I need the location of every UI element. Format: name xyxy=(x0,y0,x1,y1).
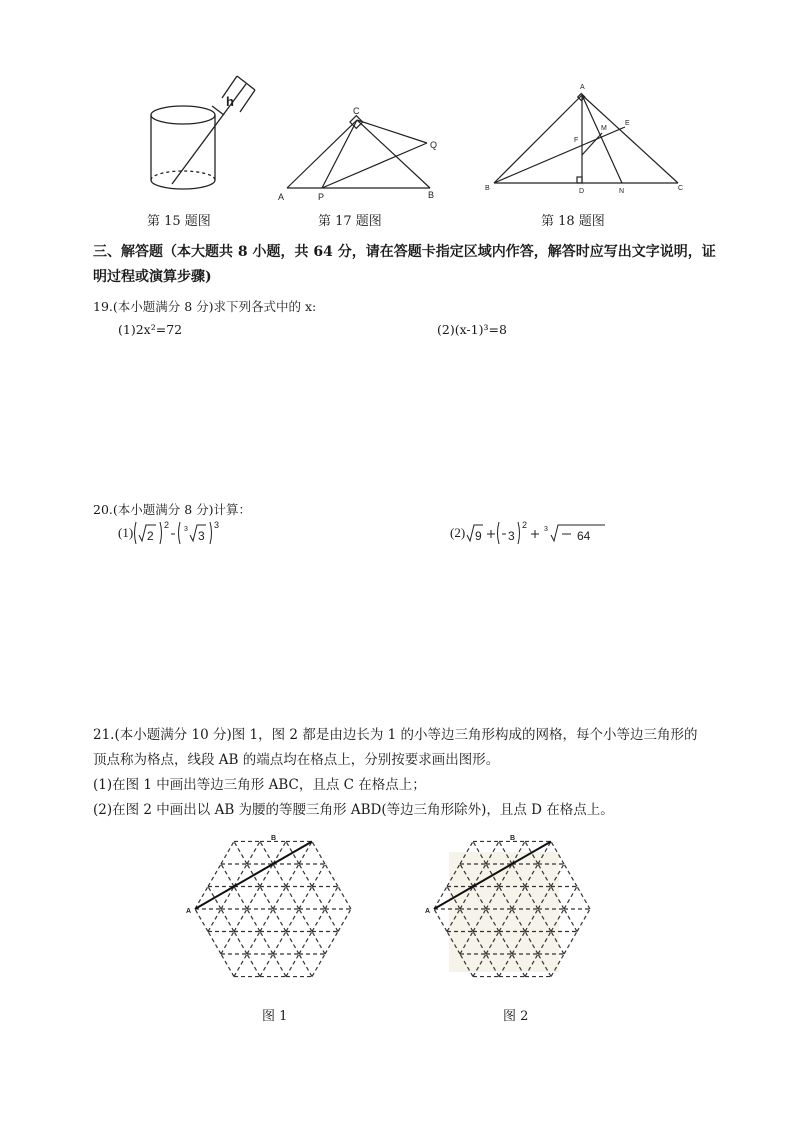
grid-line xyxy=(564,864,577,887)
fig17-label-P: P xyxy=(318,192,325,202)
grid-line xyxy=(247,932,260,955)
grid-line xyxy=(312,932,325,955)
grid-line xyxy=(234,954,247,977)
grid-line xyxy=(273,864,286,887)
fig18-label-E: E xyxy=(625,120,630,127)
q21-text xyxy=(93,723,698,823)
grid-figure-1 xyxy=(185,832,360,1002)
fig18-label-B: B xyxy=(485,185,490,192)
q19-part2: (2)(x-1)³=8 xyxy=(437,322,507,337)
q20-part1 xyxy=(118,520,233,546)
grid-line xyxy=(286,864,299,887)
grid-line xyxy=(577,886,590,909)
svg-text:9: 9 xyxy=(475,529,482,543)
grid-line xyxy=(299,909,312,932)
section-3-heading xyxy=(93,240,733,290)
grid-line xyxy=(286,909,299,932)
grid-line xyxy=(221,932,234,955)
grid-line xyxy=(247,909,260,932)
grid-line xyxy=(221,864,234,887)
grid-line xyxy=(208,932,221,955)
grid-line xyxy=(286,886,299,909)
grid-line xyxy=(260,909,273,932)
q20-part2-prefix: (2) xyxy=(450,525,466,540)
grid-line xyxy=(234,909,247,932)
q19-part1: (1)2x²=72 xyxy=(118,322,183,337)
fig18-label-N: N xyxy=(619,188,625,195)
grid-line xyxy=(221,954,234,977)
grid-line xyxy=(247,886,260,909)
grid-line xyxy=(338,909,351,932)
q20-part1-prefix: (1) xyxy=(118,525,134,540)
grid-line xyxy=(208,864,221,887)
grid-line xyxy=(299,954,312,977)
grid-line xyxy=(434,909,447,932)
fig18-label-M: M xyxy=(601,125,607,132)
q20-stem: 20.(本小题满分 8 分)计算： xyxy=(93,502,252,517)
q21-line1: 21.(本小题满分 10 分)图 1，图 2 都是由边长为 1 的小等边三角形构成的网格，每个小等边三角形的 xyxy=(93,727,698,743)
fig17-label-Q: Q xyxy=(430,140,438,150)
fig18-label-C: C xyxy=(678,185,684,192)
grid-line xyxy=(208,909,221,932)
svg-text:2: 2 xyxy=(164,520,170,530)
grid2-label-A: A xyxy=(425,908,431,915)
grid-line xyxy=(234,932,247,955)
svg-text:3: 3 xyxy=(184,526,189,533)
grid-line xyxy=(286,932,299,955)
grid-line xyxy=(325,886,338,909)
grid-line xyxy=(564,909,577,932)
grid-line xyxy=(312,909,325,932)
fig17-label-C: C xyxy=(353,106,360,116)
grid-line xyxy=(312,954,325,977)
segment-AB xyxy=(195,841,312,909)
q20-part1-expression xyxy=(133,520,233,546)
grid-line xyxy=(564,932,577,955)
svg-text:64: 64 xyxy=(577,529,591,543)
q21-line2: 顶点称为格点，线段 AB 的端点均在格点上，分别按要求画出图形。 xyxy=(93,752,500,768)
grid-line xyxy=(260,841,273,864)
fig17-caption: 第 17 题图 xyxy=(318,214,382,229)
grid-line xyxy=(195,909,208,932)
grid-line xyxy=(247,954,260,977)
svg-text:3: 3 xyxy=(544,526,549,533)
grid-line xyxy=(564,886,577,909)
figure-17 xyxy=(275,100,450,205)
grid1-label-A: A xyxy=(186,908,192,915)
grid-line xyxy=(260,932,273,955)
grid-line xyxy=(221,909,234,932)
q21-line4: (2)在图 2 中画出以 AB 为腰的等腰三角形 ABD(等边三角形除外)，且点 D 在格点上。 xyxy=(93,802,614,818)
q20-part2 xyxy=(450,520,615,546)
grid1-label-B: B xyxy=(271,835,277,842)
grid-line xyxy=(273,932,286,955)
grid-line xyxy=(221,841,234,864)
grid-line xyxy=(286,954,299,977)
grid-line xyxy=(247,841,260,864)
section-3-heading-line2: 明过程或演算步骤) xyxy=(93,269,212,285)
fig17-label-B: B xyxy=(428,190,435,200)
grid-figure-2 xyxy=(424,832,599,1002)
grid1-caption: 图 1 xyxy=(262,1009,288,1024)
svg-text:3: 3 xyxy=(198,529,205,543)
grid-line xyxy=(260,886,273,909)
fig18-label-A: A xyxy=(580,84,585,91)
svg-text:3: 3 xyxy=(508,529,515,543)
q21-line3: (1)在图 1 中画出等边三角形 ABC，且点 C 在格点上； xyxy=(93,777,426,793)
fig15-h-label: h xyxy=(226,94,234,109)
fig17-label-A: A xyxy=(278,192,285,202)
grid-line xyxy=(312,864,325,887)
grid-line xyxy=(312,841,325,864)
q19-stem: 19.(本小题满分 8 分)求下列各式中的 x: xyxy=(93,299,317,314)
fig18-caption: 第 18 题图 xyxy=(541,214,605,229)
grid-line xyxy=(234,841,247,864)
grid-line xyxy=(299,886,312,909)
grid-line xyxy=(260,954,273,977)
svg-text:2: 2 xyxy=(147,529,154,543)
q20-part2-expression xyxy=(465,520,615,546)
grid-line xyxy=(312,886,325,909)
grid-line xyxy=(273,886,286,909)
svg-text:2: 2 xyxy=(522,520,528,530)
grid-line xyxy=(234,886,247,909)
grid-line xyxy=(273,954,286,977)
grid-line xyxy=(299,932,312,955)
fig18-label-F: F xyxy=(574,137,579,144)
grid-line xyxy=(273,909,286,932)
grid-line xyxy=(325,909,338,932)
grid2-caption: 图 2 xyxy=(503,1009,529,1024)
section-3-heading-line1: 三、解答题（本大题共 8 小题，共 64 分，请在答题卡指定区域内作答，解答时应写出文字说明，证 xyxy=(93,244,716,260)
grid-line xyxy=(325,864,338,887)
grid-line xyxy=(325,932,338,955)
grid-line xyxy=(338,886,351,909)
grid-line xyxy=(577,909,590,932)
svg-text:3: 3 xyxy=(214,520,220,530)
figure-15 xyxy=(140,68,260,198)
fig18-label-D: D xyxy=(579,188,585,195)
fig15-caption: 第 15 题图 xyxy=(147,214,211,229)
grid-line xyxy=(299,864,312,887)
grid2-label-B: B xyxy=(510,835,516,842)
figure-18 xyxy=(480,80,690,195)
